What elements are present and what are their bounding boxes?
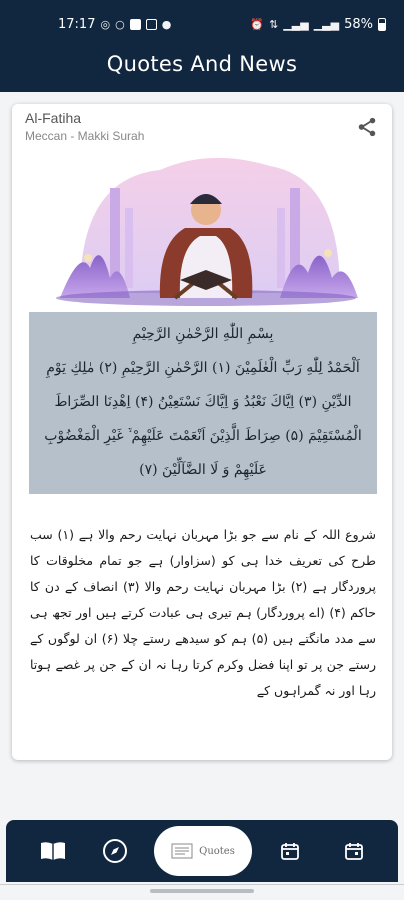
surah-card (12, 104, 392, 760)
battery-percent: 58% (344, 16, 373, 32)
nav-calendar[interactable] (273, 834, 307, 868)
gallery-icon (146, 19, 157, 30)
status-bar (0, 0, 404, 48)
facebook-icon (130, 19, 141, 30)
app-title: Quotes And News (106, 52, 298, 76)
nav-divider (0, 884, 404, 885)
nav-calendar-alt[interactable] (337, 834, 371, 868)
arabic-line-4: الْمُسْتَقِیْمَ (۵) صِرَاطَ الَّذِیْنَ اَنْعَمْتَ عَلَیْهِمْ ۙ۬ غَیْرِ الْمَغْضُوْبِ (44, 428, 362, 444)
urdu-translation: شروع اللہ کے نام سے جو بڑا مہربان نہایت رحم والا ہے (۱) سب طرح کی تعریف خدا ہی کو (سزاوار) ہے جو تمام مخلوقات کا پروردگار ہے (۲) بڑا مہربان نہایت رحم والا (۳) انصاف کے دن کا حاکم (۴) (اے پروردگار) ہم تیری ہی عبادت کرتے ہیں اور تجھ ہی سے مدد مانگتے ہیں (۵) ہم کو سیدھے رستے چلا (۶) ان لوگوں کے رستے جن پر تو اپنا فضل وکرم کرتا رہا نہ ان کے جن پر غصے ہوتا رہا اور نہ گمراہوں کے (30, 527, 376, 698)
surah-subtitle: Meccan - Makki Surah (25, 129, 145, 143)
arabic-line-3: الدِّیْنِ (۳) اِیَّاكَ نَعْبُدُ وَ اِیَّاكَ نَسْتَعِیْنُ (۴) اِهْدِنَا الصِّرَاطَ (54, 394, 352, 410)
bottom-navigation (6, 820, 398, 882)
arabic-line-2: اَلْحَمْدُ لِلّٰهِ رَبِّ الْعٰلَمِیْنَ (۱) الرَّحْمٰنِ الرَّحِیْمِ (۲) مٰلِكِ یَوْمِ (46, 360, 360, 376)
arabic-line-5: عَلَیْهِمْ وَ لَا الضَّآلِّیْنَ (۷) (139, 462, 267, 478)
calendar-alt-icon (344, 841, 364, 861)
nav-qibla[interactable] (98, 834, 132, 868)
status-time: 17:17 (58, 16, 96, 32)
calendar-icon (280, 841, 300, 861)
arabic-line-1: بِسْمِ اللّٰهِ الرَّحْمٰنِ الرَّحِیْمِ (132, 326, 274, 342)
compass-icon (102, 838, 128, 864)
quotes-icon (171, 842, 193, 860)
gesture-handle[interactable] (150, 889, 254, 893)
messenger-icon: ● (161, 17, 172, 31)
notification-circle-icon: ○ (115, 17, 125, 31)
battery-icon (378, 18, 386, 31)
signal-2-icon: ▁▃▅ (313, 17, 340, 31)
quran-reading-illustration (40, 148, 372, 308)
nav-quotes-label: Quotes (199, 845, 235, 857)
top-app-bar (0, 0, 404, 92)
nav-quotes[interactable] (154, 826, 252, 876)
arabic-text-panel (29, 312, 377, 494)
alarm-icon: ⏰ (250, 17, 265, 31)
surah-name: Al-Fatiha (25, 110, 82, 126)
signal-icon: ▁▃▅ (283, 17, 309, 31)
whatsapp-icon: ◎ (100, 17, 111, 31)
open-book-icon (39, 840, 67, 862)
data-icon: ⇅ (269, 17, 279, 31)
share-icon[interactable] (356, 116, 378, 138)
nav-quran[interactable] (36, 834, 70, 868)
